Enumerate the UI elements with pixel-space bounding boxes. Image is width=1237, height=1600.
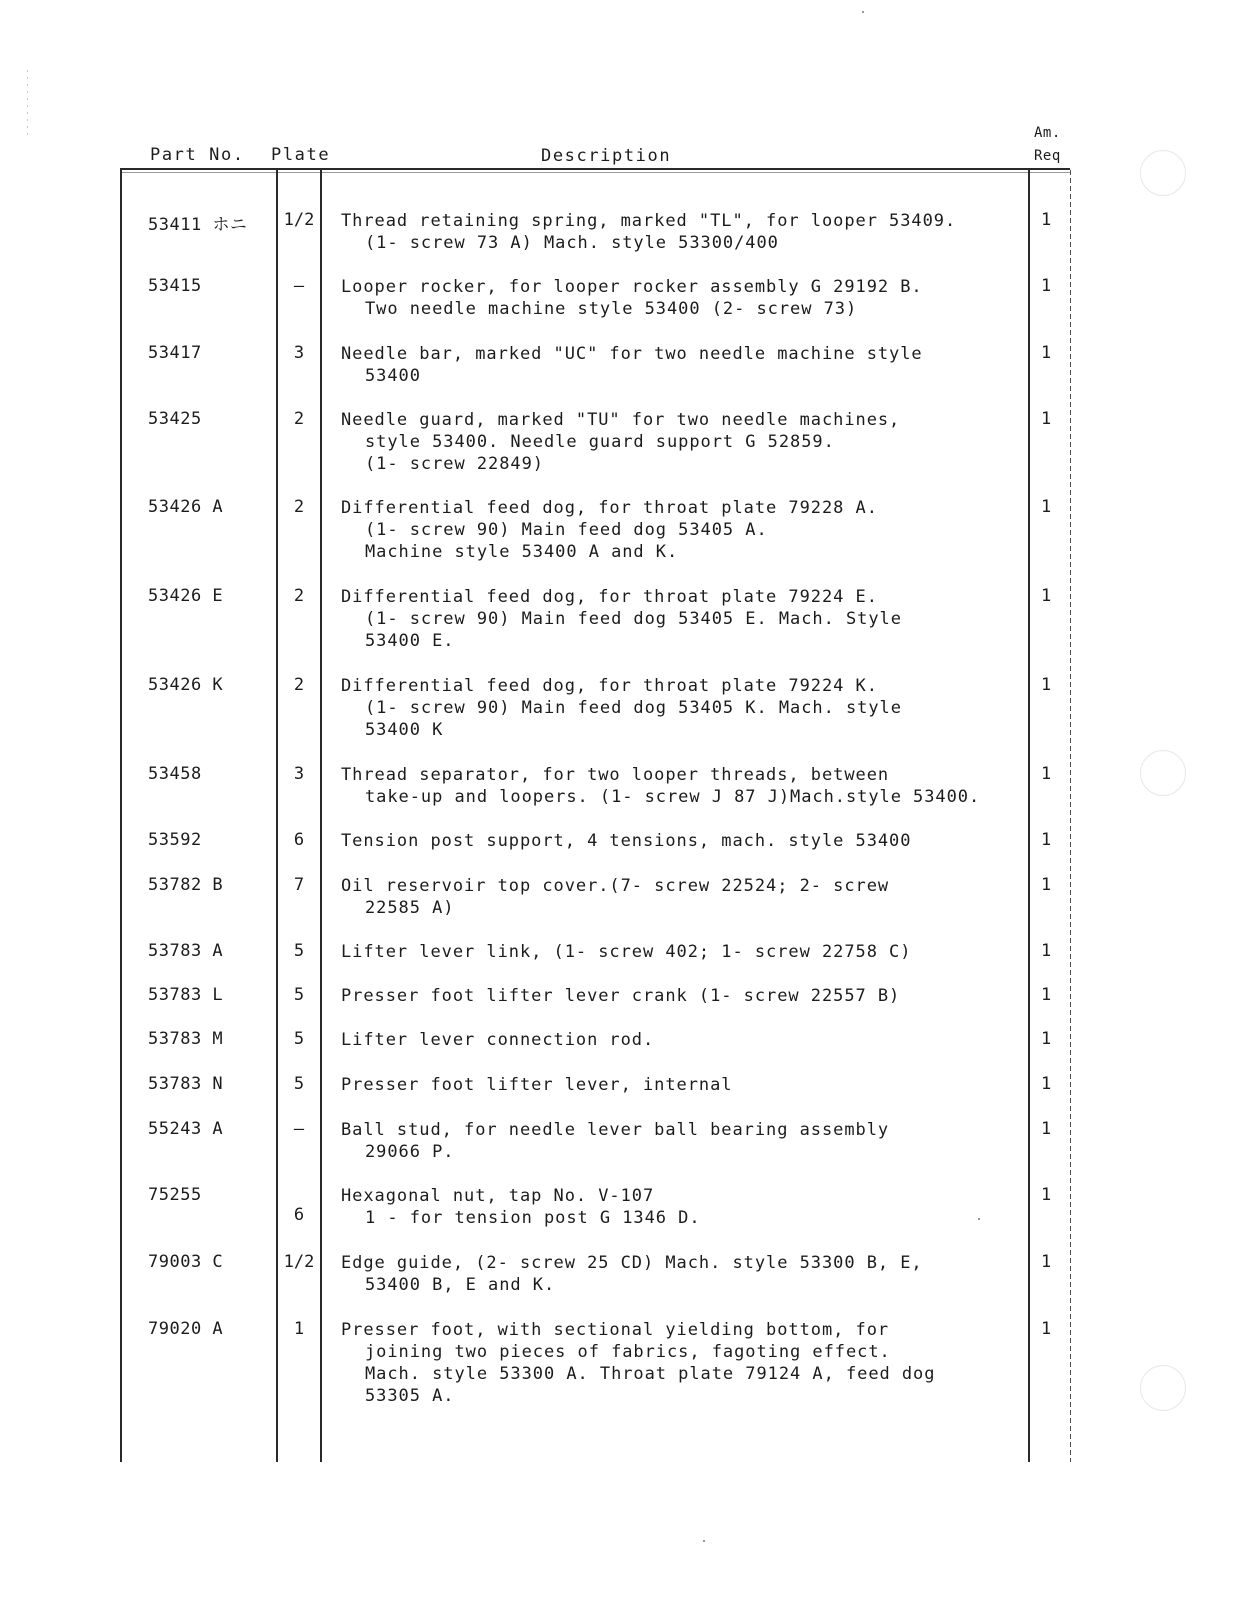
description-line: Two needle machine style 53400 (2- screw 73): [365, 299, 858, 319]
description: [341, 1252, 1031, 1296]
quantity: 1: [1041, 941, 1052, 961]
part-number: 53426 E: [148, 586, 224, 606]
description: [341, 409, 1031, 475]
part-number: 53592: [148, 830, 202, 850]
description: [341, 830, 1031, 852]
description: [341, 764, 1031, 808]
part-number: 53783 L: [148, 985, 224, 1005]
plate-number: 5: [293, 941, 305, 961]
description-line: 53400 B, E and K.: [365, 1275, 556, 1295]
quantity: 1: [1041, 1074, 1052, 1094]
punch-hole-mark: [1140, 150, 1186, 196]
header-description: Description: [541, 146, 672, 166]
description: [341, 985, 1031, 1007]
quantity: 1: [1041, 985, 1052, 1005]
description-line: 1 - for tension post G 1346 D.: [365, 1208, 701, 1228]
scan-margin-marks: [27, 70, 28, 135]
quantity: 1: [1041, 1185, 1052, 1205]
description-line: 53400: [365, 366, 421, 386]
description-line: Needle guard, marked "TU" for two needle machines,: [341, 410, 901, 430]
plate-number: 2: [293, 497, 305, 517]
plate-number: 7: [293, 875, 305, 895]
description-line: (1- screw 90) Main feed dog 53405 K. Mach. style: [365, 698, 902, 718]
part-number: 53783 N: [148, 1074, 224, 1094]
description: [341, 1029, 1031, 1051]
part-number: 53458: [148, 764, 202, 784]
plate-number: 2: [293, 409, 305, 429]
quantity: 1: [1041, 675, 1052, 695]
header-rule-shadow: [120, 172, 1070, 173]
handwritten-mark: ホニ: [212, 215, 248, 235]
description-line: Presser foot lifter lever, internal: [341, 1075, 733, 1095]
description: [341, 1185, 1031, 1229]
column-divider: [276, 170, 278, 1462]
description-line: (1- screw 90) Main feed dog 53405 E. Mach. Style: [365, 609, 902, 629]
header-plate: Plate: [271, 145, 331, 165]
description: [341, 497, 1031, 563]
description-line: Differential feed dog, for throat plate 79224 E.: [341, 587, 878, 607]
description-line: Looper rocker, for looper rocker assembly G 29192 B.: [341, 277, 923, 297]
plate-number: 2: [293, 586, 305, 606]
header-rule: [120, 168, 1070, 170]
plate-number: 5: [293, 985, 305, 1005]
description-line: 53400 E.: [365, 631, 455, 651]
part-number: 75255: [148, 1185, 202, 1205]
part-number: 53426 A: [148, 497, 224, 517]
description: [341, 875, 1031, 919]
description-line: (1- screw 90) Main feed dog 53405 A.: [365, 520, 768, 540]
plate-number: 3: [293, 343, 305, 363]
column-divider: [320, 170, 322, 1462]
plate-number: 6: [293, 1205, 305, 1225]
quantity: 1: [1041, 1319, 1052, 1339]
description-line: Thread retaining spring, marked "TL", for looper 53409.: [341, 211, 957, 231]
description-line: 22585 A): [365, 898, 455, 918]
plate-number: 3: [293, 764, 305, 784]
description-line: 29066 P.: [365, 1142, 455, 1162]
description-line: Presser foot, with sectional yielding bottom, for: [341, 1320, 890, 1340]
description-line: (1- screw 22849): [365, 454, 544, 474]
plate-number: 1/2: [283, 1252, 315, 1272]
header-part-no: Part No.: [150, 145, 245, 165]
description: [341, 586, 1031, 652]
description-line: joining two pieces of fabrics, fagoting effect.: [365, 1342, 891, 1362]
part-number: 53782 B: [148, 875, 224, 895]
description-line: Needle bar, marked "UC" for two needle machine style: [341, 344, 923, 364]
quantity: 1: [1041, 409, 1052, 429]
description-line: Presser foot lifter lever crank (1- screw 22557 B): [341, 986, 901, 1006]
description-line: Machine style 53400 A and K.: [365, 542, 679, 562]
quantity: 1: [1041, 276, 1052, 296]
header-am-req-line2: Req: [1034, 148, 1061, 164]
scan-speck: [862, 11, 864, 13]
quantity: 1: [1041, 1029, 1052, 1049]
plate-number: 5: [293, 1074, 305, 1094]
description: [341, 675, 1031, 741]
plate-number: 2: [293, 675, 305, 695]
description-line: 53400 K: [365, 720, 444, 740]
part-number: 55243 A: [148, 1119, 224, 1139]
quantity: 1: [1041, 1252, 1052, 1272]
description-line: style 53400. Needle guard support G 52859.: [365, 432, 835, 452]
plate-number: –: [293, 276, 305, 296]
part-number: 53411 ホニ: [148, 215, 248, 235]
punch-hole-mark: [1140, 1365, 1186, 1411]
quantity: 1: [1041, 497, 1052, 517]
quantity: 1: [1041, 586, 1052, 606]
part-number: 53417: [148, 343, 202, 363]
description: [341, 941, 1031, 963]
quantity: 1: [1041, 210, 1052, 230]
description-line: 53305 A.: [365, 1386, 455, 1406]
part-number: 53425: [148, 409, 202, 429]
part-number: 53783 M: [148, 1029, 224, 1049]
description-line: Differential feed dog, for throat plate 79224 K.: [341, 676, 878, 696]
punch-hole-mark: [1140, 750, 1186, 796]
quantity: 1: [1041, 830, 1052, 850]
description: [341, 210, 1031, 254]
description-line: Mach. style 53300 A. Throat plate 79124 A, feed dog: [365, 1364, 936, 1384]
description-line: Hexagonal nut, tap No. V-107: [341, 1186, 655, 1206]
part-number: 53415: [148, 276, 202, 296]
column-divider: [1070, 170, 1071, 1462]
description-line: Lifter lever link, (1- screw 402; 1- screw 22758 C): [341, 942, 912, 962]
part-number: 79003 C: [148, 1252, 224, 1272]
quantity: 1: [1041, 343, 1052, 363]
scan-speck: [703, 1540, 705, 1542]
plate-number: 1/2: [283, 210, 315, 230]
description-line: Lifter lever connection rod.: [341, 1030, 655, 1050]
part-number: 53783 A: [148, 941, 224, 961]
plate-number: 1: [293, 1319, 305, 1339]
quantity: 1: [1041, 875, 1052, 895]
description: [341, 343, 1031, 387]
description-line: take-up and loopers. (1- screw J 87 J)Mach.style 53400.: [365, 787, 981, 807]
plate-number: 5: [293, 1029, 305, 1049]
description: [341, 1119, 1031, 1163]
header-am-req-line1: Am.: [1034, 125, 1061, 141]
description-line: Thread separator, for two looper threads, between: [341, 765, 890, 785]
quantity: 1: [1041, 764, 1052, 784]
column-divider: [120, 170, 122, 1462]
quantity: 1: [1041, 1119, 1052, 1139]
description: [341, 1319, 1031, 1407]
description-line: Oil reservoir top cover.(7- screw 22524; 2- screw: [341, 876, 890, 896]
description: [341, 276, 1031, 320]
description-line: Differential feed dog, for throat plate 79228 A.: [341, 498, 878, 518]
part-number: 79020 A: [148, 1319, 224, 1339]
plate-number: 6: [293, 830, 305, 850]
description-line: Edge guide, (2- screw 25 CD) Mach. style 53300 B, E,: [341, 1253, 923, 1273]
plate-number: –: [293, 1119, 305, 1139]
part-number: 53426 K: [148, 675, 224, 695]
description-line: (1- screw 73 A) Mach. style 53300/400: [365, 233, 779, 253]
description-line: Ball stud, for needle lever ball bearing assembly: [341, 1120, 890, 1140]
description: [341, 1074, 1031, 1096]
description-line: Tension post support, 4 tensions, mach. style 53400: [341, 831, 912, 851]
